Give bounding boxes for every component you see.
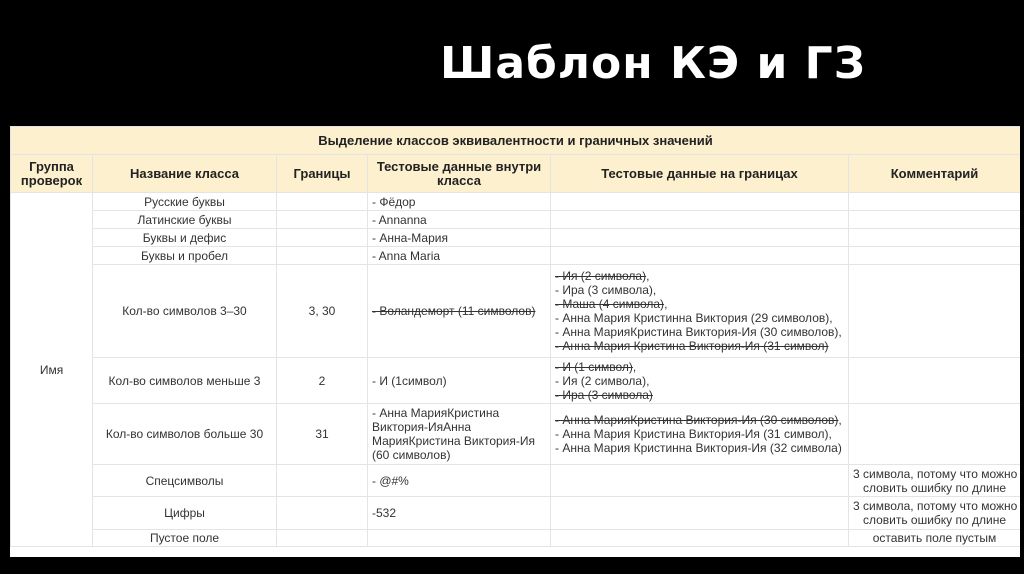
class-name-cell: Кол-во символов больше 30 [93, 404, 277, 465]
comment-cell [849, 404, 1021, 465]
comment-cell [849, 497, 1021, 530]
table-row [11, 530, 1021, 547]
edge-data-cell [551, 497, 849, 530]
inside-line: (60 символов) [372, 448, 451, 462]
inside-line: - И (1символ) [372, 373, 447, 388]
inside-data-cell [368, 404, 551, 465]
bounds-cell [277, 247, 368, 265]
inside-line: Виктория-ИяАнна [372, 420, 472, 434]
edges-line: - Анна МарияКристина Виктория-Ия (30 символов), [555, 325, 842, 339]
table-row [11, 193, 1021, 211]
bounds-cell: 31 [277, 404, 368, 465]
class-name-cell: Цифры [93, 497, 277, 530]
edge-data-cell [551, 247, 849, 265]
class-name-cell: Русские буквы [93, 193, 277, 211]
edges-line: - Анна МарияКристина Виктория-Ия (30 символов), [555, 413, 842, 427]
comment-line: оставить поле пустым [872, 531, 997, 545]
class-name-cell: Кол-во символов меньше 3 [93, 358, 277, 404]
bounds-cell [277, 193, 368, 211]
bounds-cell: 2 [277, 358, 368, 404]
comment-line: 3 символа, потому что можно [853, 466, 1018, 481]
bounds-cell [277, 497, 368, 530]
header-edge-data: Тестовые данные на границах [551, 155, 849, 193]
comment-line: 3 символа, потому что можно [853, 499, 1018, 513]
comment-cell [849, 247, 1021, 265]
comment-line: словить ошибку по длине [862, 513, 1007, 527]
class-name-cell: Кол-во символов 3–30 [93, 265, 277, 358]
comment-cell [849, 265, 1021, 358]
inside-line: - Фёдор [372, 194, 416, 209]
inside-line: - Anna Maria [372, 248, 441, 263]
header-inside-data: Тестовые данные внутри класса [368, 155, 551, 193]
edges-line: - Ира (3 символа), [555, 283, 657, 297]
table-row [11, 265, 1021, 358]
inside-line: - Воландеморт (11 символов) [372, 304, 536, 318]
inside-line: - Анна-Мария [372, 230, 448, 245]
edges-line: - Ия (2 символа), [555, 373, 650, 388]
comment-line: словить ошибку по длине [862, 480, 1007, 495]
comment-cell [849, 229, 1021, 247]
inside-data-cell [368, 497, 551, 530]
header-comment: Комментарий [849, 155, 1021, 193]
edge-data-cell [551, 265, 849, 358]
inside-data-cell [368, 358, 551, 404]
inside-data-cell [368, 465, 551, 497]
class-name-cell: Спецсимволы [93, 465, 277, 497]
edge-data-cell [551, 465, 849, 497]
inside-line: МарияКристина Виктория-Ия [372, 434, 536, 448]
edge-data-cell [551, 229, 849, 247]
comment-cell [849, 530, 1021, 547]
slide-title: Шаблон КЭ и ГЗ [440, 38, 866, 89]
inside-data-cell [368, 265, 551, 358]
edge-data-cell [551, 193, 849, 211]
edges-line: - Ия (2 символа), [555, 269, 650, 283]
edges-line: - Маша (4 символа), [555, 297, 668, 311]
table-row [11, 211, 1021, 229]
equivalence-classes-table [10, 126, 1020, 557]
inside-data-cell [368, 193, 551, 211]
header-group: Группа проверок [11, 155, 93, 193]
edges-line: - Ира (3 символа) [555, 387, 653, 402]
bounds-cell: 3, 30 [277, 265, 368, 358]
edge-data-cell [551, 404, 849, 465]
class-name-cell: Пустое поле [93, 530, 277, 547]
edges-line: - Анна Мария Кристинна Виктория-Ия (32 символа) [555, 441, 842, 455]
comment-cell [849, 193, 1021, 211]
edges-line: - Анна Мария Кристина Виктория-Ия (31 символ) [555, 339, 829, 353]
group-cell: Имя [11, 193, 93, 547]
class-name-cell: Буквы и дефис [93, 229, 277, 247]
inside-line: - Анна МарияКристина [372, 406, 500, 420]
inside-data-cell [368, 229, 551, 247]
inside-line: - Annanna [372, 212, 427, 227]
comment-cell [849, 211, 1021, 229]
inside-data-cell [368, 211, 551, 229]
bounds-cell [277, 211, 368, 229]
table-row [11, 497, 1021, 530]
table-row [11, 358, 1021, 404]
inside-line: -532 [372, 506, 397, 520]
class-name-cell: Буквы и пробел [93, 247, 277, 265]
bounds-cell [277, 465, 368, 497]
inside-line: - @#% [372, 473, 409, 488]
header-class-name: Название класса [93, 155, 277, 193]
header-bounds: Границы [277, 155, 368, 193]
comment-cell [849, 465, 1021, 497]
edge-data-cell [551, 530, 849, 547]
edges-line: - Анна Мария Кристинна Виктория (29 символов), [555, 311, 833, 325]
class-name-cell: Латинские буквы [93, 211, 277, 229]
bounds-cell [277, 229, 368, 247]
inside-data-cell [368, 530, 551, 547]
edges-line: - И (1 символ), [555, 359, 637, 374]
table-caption: Выделение классов эквивалентности и граничных значений [11, 127, 1021, 155]
bounds-cell [277, 530, 368, 547]
comment-cell [849, 358, 1021, 404]
inside-data-cell [368, 247, 551, 265]
table-row [11, 404, 1021, 465]
edges-line: - Анна Мария Кристина Виктория-Ия (31 символ), [555, 427, 832, 441]
table-row [11, 465, 1021, 497]
edge-data-cell [551, 211, 849, 229]
edge-data-cell [551, 358, 849, 404]
table-row [11, 229, 1021, 247]
table-row [11, 247, 1021, 265]
